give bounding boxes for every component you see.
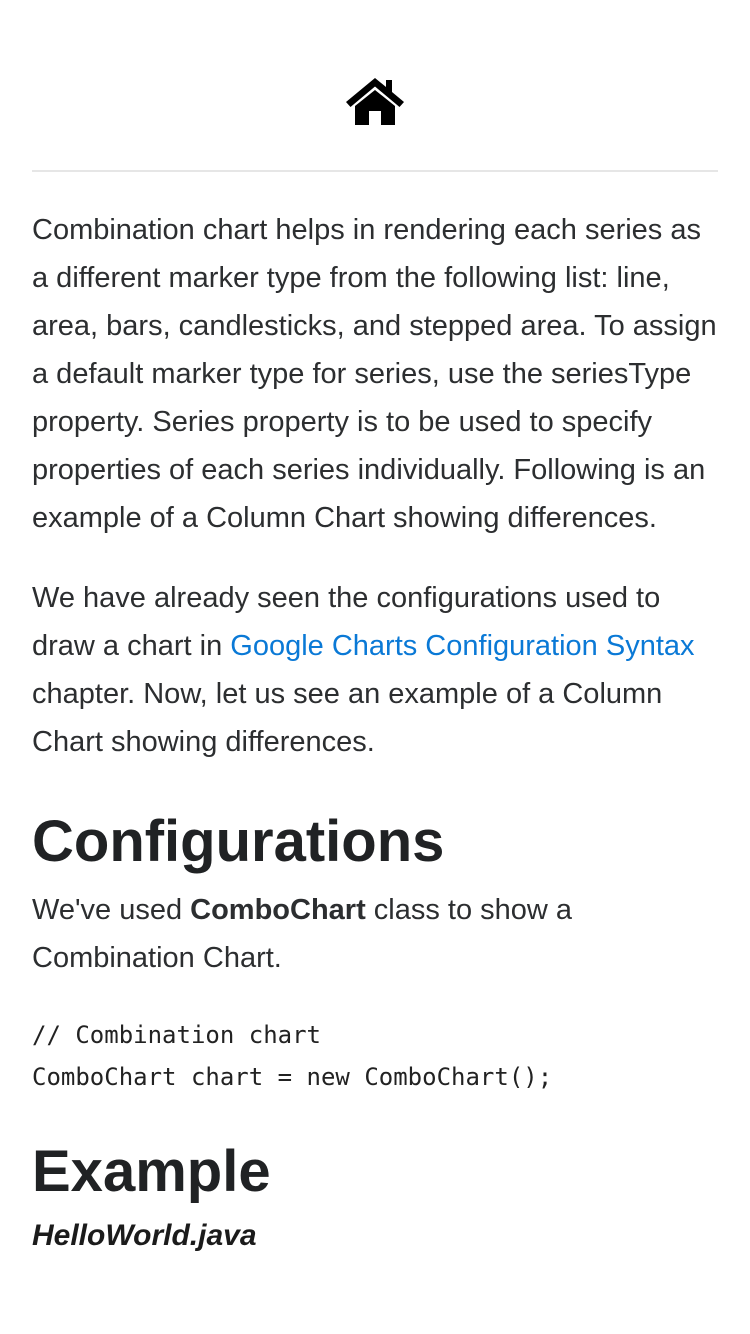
code-comment-line: // Combination chart <box>32 1021 321 1049</box>
intro-paragraph: Combination chart helps in rendering each series as a different marker type from the following list: line, area, bars, candlesticks, and stepped area. To assign a default marker type for series, use the seriesType property. Series property is to be used to specify properties of each series individually. Following is an example of a Column Chart showing differences. <box>32 214 717 534</box>
config-syntax-text-before: We have already seen the configurations used to draw a chart in <box>32 582 661 662</box>
configurations-paragraph <box>32 886 718 982</box>
file-title: HelloWorld.java <box>32 1219 257 1252</box>
main-content <box>32 172 718 1256</box>
configurations-text-after: class to show a Combination Chart. <box>32 894 573 974</box>
configurations-text-before: We've used <box>32 894 191 926</box>
config-syntax-paragraph <box>32 574 718 766</box>
example-heading: Example <box>32 1139 271 1204</box>
combochart-bold: ComboChart <box>190 894 366 926</box>
configurations-heading: Configurations <box>32 809 445 874</box>
code-block <box>32 1014 718 1098</box>
home-icon <box>344 76 406 128</box>
home-link[interactable] <box>344 76 406 128</box>
config-syntax-link[interactable]: Google Charts Configuration Syntax <box>230 630 695 662</box>
config-syntax-text-after: chapter. Now, let us see an example of a Column Chart showing differences. <box>32 678 663 758</box>
code-statement-line: ComboChart chart = new ComboChart(); <box>32 1063 553 1091</box>
header <box>32 0 718 172</box>
